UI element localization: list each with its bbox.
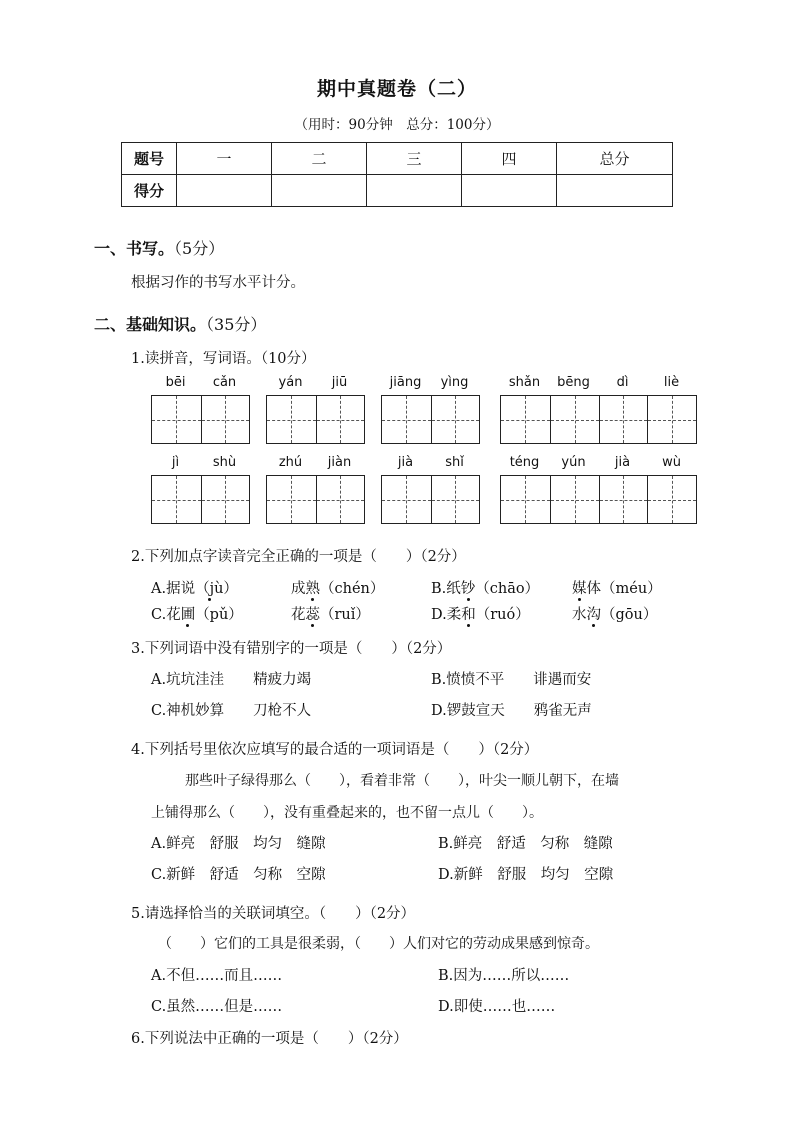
writing-cell[interactable] (316, 396, 365, 443)
option-a-word-2: 成熟（chén） (291, 581, 385, 597)
question-2-prompt: 2.下列加点字读音完全正确的一项是（ ）（2分） (131, 549, 466, 565)
writing-cell[interactable] (316, 476, 365, 523)
score-table (121, 142, 673, 207)
pinyin-label: jì (171, 455, 180, 470)
pinyin-label: jiāng (389, 375, 422, 390)
writing-cell[interactable] (599, 476, 648, 523)
writing-cell[interactable] (647, 396, 696, 443)
pinyin-label: jià (397, 455, 414, 470)
option-a[interactable]: A.鲜亮 舒服 均匀 缝隙 (151, 836, 326, 852)
option-c[interactable]: C.新鲜 舒适 匀称 空隙 (151, 867, 326, 883)
section-1-text: 根据习作的书写水平计分。 (131, 275, 305, 291)
option-a[interactable]: A.据说（jù） (151, 581, 238, 597)
question-5-sentence: （ ）它们的工具是很柔弱，（ ）人们对它的劳动成果感到惊奇。 (158, 936, 599, 952)
pinyin-label: jià (614, 455, 631, 470)
dotted-char: 圃 (180, 607, 196, 623)
pinyin-label: bēng (557, 375, 590, 390)
column-header: 二 (272, 143, 367, 175)
writing-grid[interactable] (381, 475, 480, 524)
option-b[interactable]: B.因为……所以…… (438, 968, 570, 984)
dotted-char: 钞 (460, 581, 476, 597)
section-2-heading (94, 312, 266, 335)
option-c-word-2: 花蕊（ruǐ） (291, 607, 370, 623)
pinyin-label: yán (278, 375, 303, 390)
page-title: 期中真题卷（二） (316, 78, 477, 100)
dotted-char: 媒 (572, 581, 587, 597)
option-d[interactable]: D.锣鼓宣天 鸦雀无声 (431, 703, 592, 719)
question-3-prompt: 3.下列词语中没有错别字的一项是（ ）（2分） (131, 641, 452, 657)
writing-cell[interactable] (550, 396, 599, 443)
score-cell[interactable] (272, 175, 367, 207)
writing-cell[interactable] (647, 476, 696, 523)
question-6-prompt: 6.下列说法中正确的一项是（ ）（2分） (131, 1031, 408, 1047)
question-4-prompt: 4.下列括号里依次应填写的最合适的一项词语是（ ）（2分） (131, 742, 539, 758)
column-header: 四 (462, 143, 557, 175)
table-row (122, 143, 673, 175)
writing-cell[interactable] (201, 476, 250, 523)
writing-grid[interactable] (381, 395, 480, 444)
pinyin-label: jiū (331, 375, 348, 390)
column-header: 一 (177, 143, 272, 175)
writing-cell[interactable] (201, 396, 250, 443)
option-b[interactable]: B.愤愤不平 诽遇而安 (431, 672, 592, 688)
section-1-points: （5分） (174, 239, 225, 258)
dotted-char: 熟 (305, 581, 320, 597)
pinyin-label: yún (561, 455, 586, 470)
score-cell[interactable] (557, 175, 673, 207)
dotted-char: 和 (461, 607, 476, 623)
dotted-char: 蕊 (305, 607, 320, 623)
option-d[interactable]: D.新鲜 舒服 均匀 空隙 (438, 867, 614, 883)
pinyin-label: shǐ (445, 455, 464, 470)
option-b[interactable]: B.纸钞（chāo） (431, 581, 540, 597)
pinyin-label: shǎn (508, 375, 541, 390)
option-c[interactable]: C.花圃（pǔ） (151, 607, 243, 623)
score-cell[interactable] (177, 175, 272, 207)
writing-cell[interactable] (501, 476, 550, 523)
writing-grid[interactable] (266, 475, 365, 524)
writing-cell[interactable] (382, 476, 431, 523)
pinyin-label: wù (662, 455, 681, 470)
option-d[interactable]: D.柔和（ruó） (431, 607, 530, 623)
score-cell[interactable] (462, 175, 557, 207)
pinyin-label: zhú (278, 455, 303, 470)
option-b-word-2: 媒体（méu） (572, 581, 662, 597)
option-a[interactable]: A.不但……而且…… (151, 968, 283, 984)
option-d-word-2: 水沟（gōu） (572, 607, 658, 623)
pinyin-label: yìng (440, 375, 469, 390)
writing-grid[interactable] (266, 395, 365, 444)
writing-cell[interactable] (152, 476, 201, 523)
pinyin-label: cǎn (212, 375, 237, 390)
writing-cell[interactable] (431, 476, 480, 523)
option-c[interactable]: C.虽然……但是…… (151, 999, 283, 1015)
passage-line-2: 上铺得那么（ ），没有重叠起来的，也不留一点儿（ ）。 (151, 805, 543, 821)
writing-cell[interactable] (267, 396, 316, 443)
pinyin-label: jiàn (327, 455, 352, 470)
dotted-char: 沟 (586, 607, 601, 623)
writing-grid[interactable] (500, 475, 697, 524)
pinyin-label: shù (212, 455, 237, 470)
exam-info: （用时：90分钟 总分：100分） (294, 117, 500, 133)
writing-grid[interactable] (151, 475, 250, 524)
column-header: 三 (367, 143, 462, 175)
writing-cell[interactable] (599, 396, 648, 443)
section-1-title: 一、书写。 (94, 239, 175, 258)
writing-cell[interactable] (550, 476, 599, 523)
row-header-score: 得分 (122, 175, 177, 207)
pinyin-label: bēi (165, 375, 186, 390)
passage-line-1: 那些叶子绿得那么（ ），看着非常（ ），叶尖一顺儿朝下，在墙 (185, 773, 619, 789)
writing-grid[interactable] (500, 395, 697, 444)
section-2-title: 二、基础知识。 (94, 315, 207, 334)
question-5-prompt: 5.请选择恰当的关联词填空。（ ）（2分） (131, 906, 416, 922)
question-1-prompt: 1.读拼音，写词语。（10分） (131, 351, 316, 367)
pinyin-label: liè (663, 375, 680, 390)
writing-cell[interactable] (431, 396, 480, 443)
option-a[interactable]: A.坑坑洼洼 精疲力竭 (151, 672, 312, 688)
column-header: 总分 (557, 143, 673, 175)
score-cell[interactable] (367, 175, 462, 207)
writing-cell[interactable] (501, 396, 550, 443)
writing-cell[interactable] (152, 396, 201, 443)
row-header-question-number: 题号 (122, 143, 177, 175)
writing-cell[interactable] (267, 476, 316, 523)
pinyin-label: téng (509, 455, 540, 470)
writing-cell[interactable] (382, 396, 431, 443)
dotted-char: 说（jù） (180, 581, 238, 597)
option-b[interactable]: B.鲜亮 舒适 匀称 缝隙 (438, 836, 613, 852)
pinyin-label: dì (616, 375, 629, 390)
option-c[interactable]: C.神机妙算 刀枪不人 (151, 703, 312, 719)
table-row (122, 175, 673, 207)
section-1-heading (94, 236, 224, 259)
writing-grid[interactable] (151, 395, 250, 444)
option-d[interactable]: D.即使……也…… (438, 999, 556, 1015)
section-2-points: （35分） (206, 315, 267, 334)
